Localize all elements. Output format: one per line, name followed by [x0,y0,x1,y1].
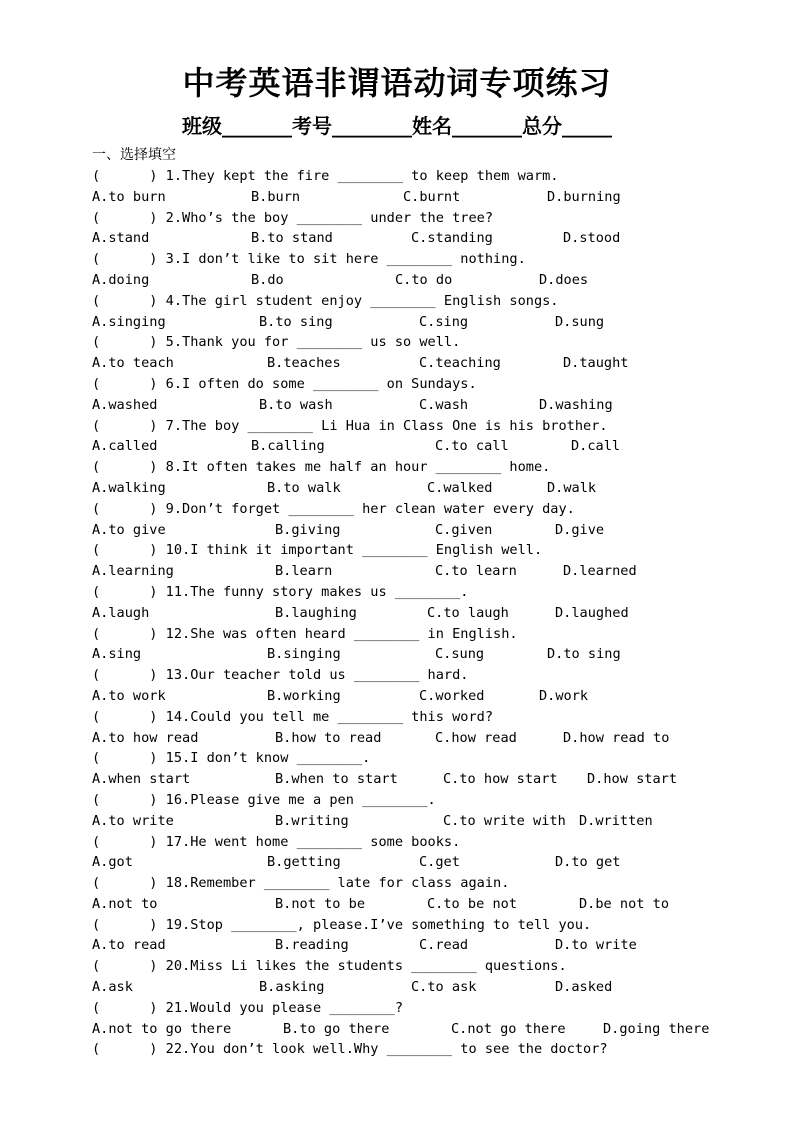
answer-option: C.sing [419,313,469,330]
answer-option: B.to wash [259,396,333,413]
options-row [92,520,732,541]
answer-option: A.laugh [92,604,150,621]
answer-option: C.to laugh [427,604,509,621]
options-row [92,811,732,832]
options-row [92,644,732,665]
answer-option: D.call [571,438,621,455]
answer-option: D.laughed [555,604,629,621]
answer-option: B.asking [259,979,325,996]
answer-option: A.not to go there [92,1020,232,1037]
answer-option: B.do [251,271,284,288]
options-row [92,686,732,707]
answer-option: A.doing [92,271,150,288]
options-row [92,728,732,749]
answer-option: A.got [92,854,133,871]
answer-option: C.standing [411,230,493,247]
answer-option: C.to call [435,438,509,455]
question-stem: ( ) 12.She was often heard ________ in English. [92,625,518,642]
answer-option: A.ask [92,979,133,996]
options-row [92,187,732,208]
answer-option: B.working [267,687,341,704]
options-row [92,478,732,499]
answer-option: A.singing [92,313,166,330]
question-stem: ( ) 17.He went home ________ some books. [92,833,461,850]
options-row [92,395,732,416]
options-row [92,436,732,457]
answer-option: D.walk [547,479,597,496]
question-stem: ( ) 2.Who’s the boy ________ under the tree? [92,209,494,226]
answer-option: D.to write [555,937,637,954]
answer-option: D.give [555,521,605,538]
question-stem: ( ) 5.Thank you for ________ us so well. [92,334,461,351]
answer-option: C.get [419,854,460,871]
answer-option: B.to sing [259,313,333,330]
question-stem: ( ) 20.Miss Li likes the students ________ questions. [92,958,567,975]
answer-option: D.taught [563,355,629,372]
answer-option: B.to stand [251,230,333,247]
answer-option: D.how read to [563,729,670,746]
answer-option: A.to teach [92,355,174,372]
answer-option: C.given [435,521,493,538]
answer-option: A.when start [92,771,191,788]
answer-option: D.stood [563,230,621,247]
options-row [92,894,732,915]
answer-option: D.going there [603,1020,710,1037]
options-row [92,561,732,582]
question-stem: ( ) 15.I don’t know ________. [92,750,371,767]
answer-option: C.read [419,937,469,954]
answer-option: A.washed [92,396,158,413]
question-stem: ( ) 16.Please give me a pen ________. [92,791,436,808]
answer-option: A.to read [92,937,166,954]
question-stem: ( ) 19.Stop ________, please.I’ve something to tell you. [92,916,592,933]
answer-option: C.to how start [443,771,558,788]
answer-option: B.burn [251,188,301,205]
question-stem: ( ) 3.I don’t like to sit here ________ nothing. [92,251,526,268]
answer-option: D.work [539,687,589,704]
answer-option: C.worked [419,687,485,704]
answer-option: C.to be not [427,895,518,912]
answer-option: B.calling [251,438,325,455]
answer-option: C.to write with [443,812,566,829]
answer-option: C.to ask [411,979,477,996]
question-stem: ( ) 18.Remember ________ late for class again. [92,875,510,892]
options-row [92,769,732,790]
answer-option: A.to burn [92,188,166,205]
answer-option: B.how to read [275,729,382,746]
answer-option: D.to sing [547,646,621,663]
question-stem: ( ) 7.The boy ________ Li Hua in Class One is his brother. [92,417,608,434]
answer-option: A.to give [92,521,166,538]
options-row [92,935,732,956]
answer-option: A.stand [92,230,150,247]
answer-option: D.be not to [579,895,670,912]
answer-option: A.called [92,438,158,455]
answer-option: B.laughing [275,604,357,621]
answer-option: B.writing [275,812,349,829]
answer-option: B.to walk [267,479,341,496]
question-stem: ( ) 11.The funny story makes us ________. [92,583,469,600]
answer-option: D.washing [539,396,613,413]
options-row [92,228,732,249]
answer-option: C.not go there [451,1020,566,1037]
answer-option: B.learn [275,563,333,580]
answer-option: C.walked [427,479,493,496]
question-stem: ( ) 8.It often takes me half an hour ________ home. [92,459,551,476]
answer-option: B.singing [267,646,341,663]
answer-option: A.walking [92,479,166,496]
answer-option: D.to get [555,854,621,871]
answer-option: A.to write [92,812,174,829]
student-info-line: 班级_______考号________姓名_______总分_____ [182,114,612,138]
answer-option: C.how read [435,729,517,746]
answer-option: C.to do [395,271,453,288]
question-stem: ( ) 10.I think it important ________ English well. [92,542,543,559]
options-row [92,603,732,624]
answer-option: C.wash [419,396,469,413]
answer-option: C.to learn [435,563,517,580]
answer-option: B.getting [267,854,341,871]
question-stem: ( ) 13.Our teacher told us ________ hard. [92,667,469,684]
answer-option: D.asked [555,979,613,996]
answer-option: B.giving [275,521,341,538]
answer-option: C.burnt [403,188,461,205]
options-row [92,270,732,291]
question-stem: ( ) 21.Would you please ________? [92,999,403,1016]
question-stem: ( ) 22.You don’t look well.Why ________ to see the doctor? [92,1041,608,1058]
options-row [92,852,732,873]
question-stem: ( ) 6.I often do some ________ on Sundays. [92,375,477,392]
answer-option: C.sung [435,646,485,663]
answer-option: D.does [539,271,589,288]
answer-option: A.to how read [92,729,199,746]
answer-option: D.sung [555,313,605,330]
options-row [92,1019,732,1040]
answer-option: A.to work [92,687,166,704]
answer-option: A.sing [92,646,142,663]
options-row [92,312,732,333]
answer-option: C.teaching [419,355,501,372]
answer-option: A.not to [92,895,158,912]
answer-option: D.written [579,812,653,829]
options-row [92,977,732,998]
question-stem: ( ) 4.The girl student enjoy ________ English songs. [92,292,559,309]
answer-option: B.reading [275,937,349,954]
answer-option: D.burning [547,188,621,205]
question-stem: ( ) 14.Could you tell me ________ this word? [92,708,494,725]
answer-option: B.teaches [267,355,341,372]
section-title: 一、选择填空 [92,147,176,163]
options-row [92,353,732,374]
question-stem: ( ) 9.Don’t forget ________ her clean water every day. [92,500,575,517]
answer-option: B.when to start [275,771,398,788]
answer-option: D.how start [587,771,678,788]
answer-option: B.to go there [283,1020,390,1037]
answer-option: B.not to be [275,895,366,912]
question-list [92,166,732,1060]
question-stem: ( ) 1.They kept the fire ________ to keep them warm. [92,168,559,184]
page-title: 中考英语非谓语动词专项练习 [182,64,612,102]
answer-option: D.learned [563,563,637,580]
answer-option: A.learning [92,563,174,580]
